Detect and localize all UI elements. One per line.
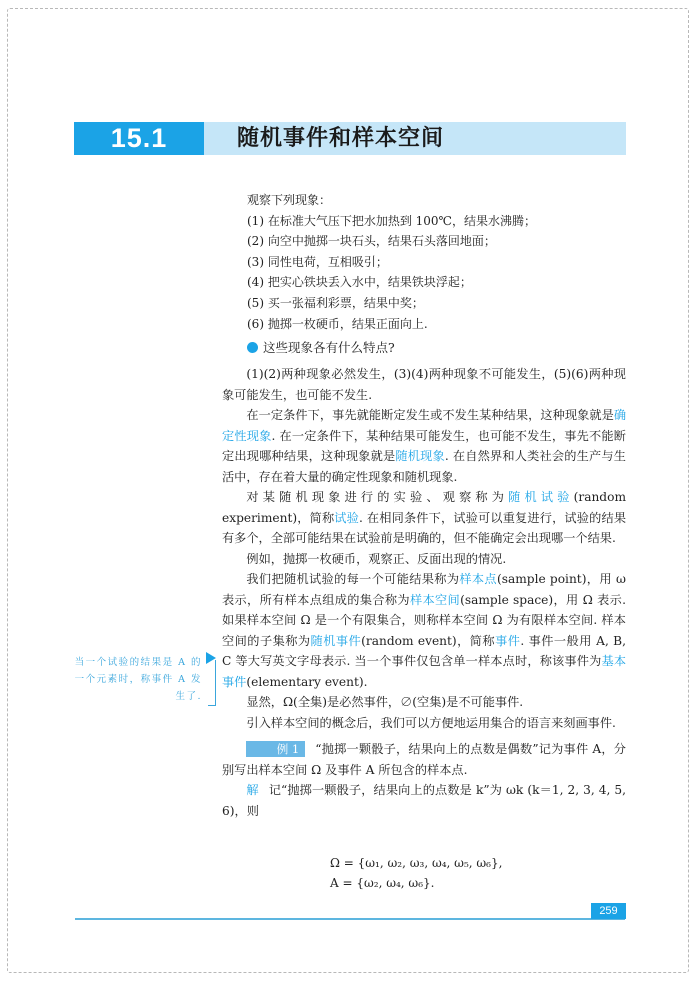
text: 对某随机现象进行的实验、观察称为 [246,490,509,504]
paragraph: (1)(2)两种现象必然发生，(3)(4)两种现象不可能发生，(5)(6)两种现象可能发生，也可能不发生. [222,367,626,402]
formula-a: A = {ω₂, ω₄, ω₆}. [330,876,435,890]
section-number: 15.1 [74,122,204,155]
footer-rule [75,918,625,920]
term-random-event: 随机事件 [310,633,362,648]
paragraph: 引入样本空间的概念后，我们可以方便地运用集合的语言来刻画事件. [246,715,616,730]
text: (sample point)，用 ω 表示，所有样本点组成的集合称为 [222,572,626,607]
text: . 事件一般用 A, B, C 等大写英文字母表示. 当一个事件仅包含单一样本点时，称该事件为 [222,633,627,668]
term-elementary-event: 基本事件 [222,654,627,689]
intro-lead: 观察下列现象： [247,193,332,207]
term-random-experiment: 随机试验 [508,490,574,504]
paragraph: 例如，抛掷一枚硬币，观察正、反面出现的情况. [246,551,507,566]
term-sample-space: 样本空间 [409,592,461,607]
paragraph [222,569,626,692]
arrow-right-icon [206,652,216,664]
term-deterministic: 确定性现象 [222,408,626,443]
text: . 在相同条件下，试验可以重复进行，试验的结果有多个，全部可能结果在试验前是明确的，但不能确定会出现哪一个结果. [222,510,627,545]
solution [222,780,626,821]
example-text: “抛掷一颗骰子，结果向上的点数是偶数”记为事件 A，分别写出样本空间 Ω 及事件 A 所包含的样本点. [222,742,626,777]
sidenote: 当一个试验的结果是 A 的一个元素时，称事件 A 发生了. [74,657,202,702]
intro-item: (4) 把实心铁块丢入水中，结果铁块浮起； [247,275,472,290]
intro-item: (1) 在标准大气压下把水加热到 100℃，结果水沸腾； [247,213,536,228]
paragraph [222,487,626,549]
example-tag: 例 1 [246,741,305,757]
text: 在一定条件下，事先就能断定发生或不发生某种结果，这种现象就是 [246,408,614,422]
paragraph: 显然，Ω(全集)是必然事件，∅(空集)是不可能事件. [246,695,524,709]
question-text: 这些现象各有什么特点? [263,340,395,355]
intro-item: (5) 买一张福利彩票，结果中奖； [247,295,424,310]
solution-label: 解 [246,783,259,797]
solution-text: 记“抛掷一颗骰子，结果向上的点数是 k”为 ωk (k＝1, 2, 3, 4, 5, 6)，则 [222,783,626,818]
sidenote-bracket [208,660,216,706]
example-1 [222,739,626,780]
term-random-phenomenon: 随机现象 [395,449,445,463]
term-sample-point: 样本点 [459,572,497,586]
term-experiment: 试验 [334,510,359,525]
text: . 在自然界和人类社会的生产与生活中，存在着大量的确定性现象和随机现象. [222,449,626,484]
paragraph [222,405,626,487]
main-text [222,364,626,821]
section-title: 随机事件和样本空间 [237,126,445,151]
text: (elementary event). [246,674,368,689]
intro-list [247,190,536,334]
intro-item: (2) 向空中抛掷一块石头，结果石头落回地面； [247,234,496,249]
text: (random experiment)，简称 [222,490,627,525]
text: (random event)，简称 [361,633,496,648]
bullet-icon [247,342,258,353]
page-number: 259 [591,903,626,919]
text: . 在一定条件下，某种结果可能发生，也可能不发生，事先不能断定出现哪种结果，这种现象就是 [222,428,626,463]
text: (sample space)，用 Ω 表示. 如果样本空间 Ω 是一个有限集合，则称样本空间 Ω 为有限样本空间. 样本空间的子集称为 [222,592,627,648]
intro-item: (6) 抛掷一枚硬币，结果正面向上. [247,316,428,331]
term-event: 事件 [495,633,521,648]
text: 我们把随机试验的每一个可能结果称为 [246,572,460,586]
question [247,338,395,358]
formula-omega: Ω = {ω₁, ω₂, ω₃, ω₄, ω₅, ω₆}, [330,856,503,870]
intro-item: (3) 同性电荷，互相吸引； [247,254,388,269]
